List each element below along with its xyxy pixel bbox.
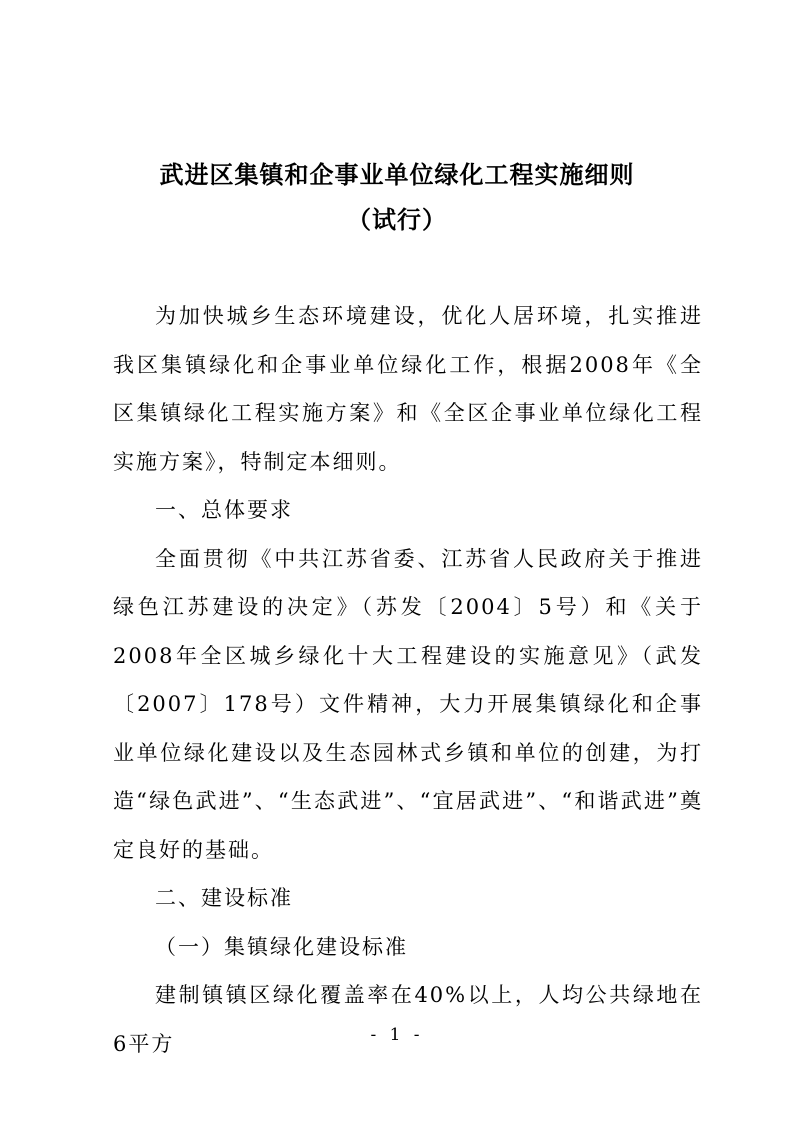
document-title: 武进区集镇和企事业单位绿化工程实施细则 (159, 160, 635, 189)
general-requirements-paragraph: 全面贯彻《中共江苏省委、江苏省人民政府关于推进绿色江苏建设的决定》（苏发〔2004〕5号）和《关于2008年全区城乡绿化十大工程建设的实施意见》（武发〔2007〕178号）文件精神，大力开展集镇绿化和企事业单位绿化建设以及生态园林式乡镇和单位的创建，为打造“绿色武进”、“生态武进”、“宜居武进”、“和谐武进”奠定良好的基础。 (113, 546, 703, 862)
section-heading-general-requirements: 一、总体要求 (155, 498, 293, 522)
town-greening-paragraph: 建制镇镇区绿化覆盖率在40%以上，人均公共绿地在6平方 (113, 983, 703, 1056)
document-body (113, 292, 703, 1068)
intro-paragraph: 为加快城乡生态环境建设，优化人居环境，扎实推进我区集镇绿化和企事业单位绿化工作，根据2008年《全区集镇绿化工程实施方案》和《全区企事业单位绿化工程实施方案》，特制定本细则。 (113, 304, 703, 474)
subsection-heading-town-greening: （一）集镇绿化建设标准 (155, 934, 408, 959)
page-number: - 1 - (370, 1025, 424, 1045)
document-subtitle: （试行） (347, 205, 447, 234)
section-heading-construction-standards: 二、建设标准 (155, 886, 293, 910)
